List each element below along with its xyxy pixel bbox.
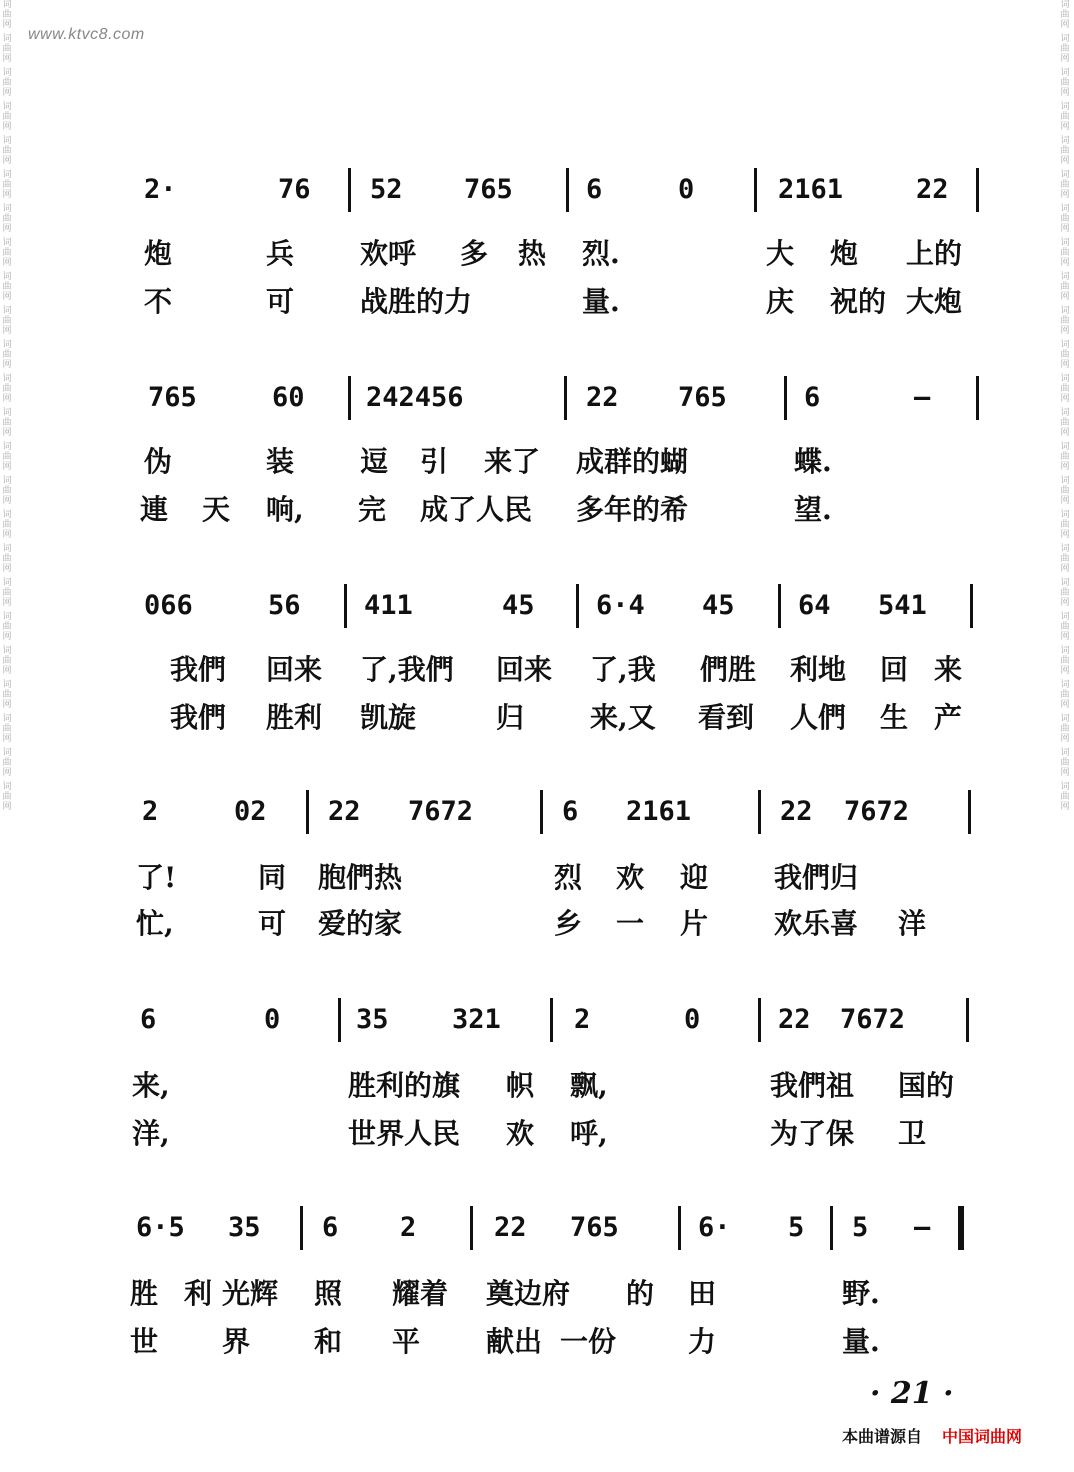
lyric: 上的 bbox=[906, 237, 963, 270]
note-group: 6 bbox=[322, 1212, 339, 1243]
note-group: 2 bbox=[142, 796, 159, 827]
barline bbox=[754, 168, 757, 212]
side-watermark-text: 词曲网 bbox=[2, 680, 12, 710]
lyric: 炮 bbox=[144, 237, 173, 270]
side-watermark-text: 词曲网 bbox=[2, 714, 12, 744]
barline bbox=[338, 998, 341, 1042]
side-watermark-text: 词曲网 bbox=[2, 170, 12, 200]
lyric: 来了 bbox=[484, 445, 541, 478]
lyric: 光辉 bbox=[222, 1277, 279, 1310]
lyric: 成了人民 bbox=[420, 493, 533, 526]
lyric: 世界人民 bbox=[348, 1117, 461, 1150]
side-watermark-text: 词曲网 bbox=[2, 510, 12, 540]
note-group: 5 bbox=[788, 1212, 805, 1243]
score-line-1 bbox=[130, 168, 990, 214]
lyric: 田 bbox=[688, 1277, 717, 1310]
note-group: 22 bbox=[586, 382, 619, 413]
note-group: 6 bbox=[804, 382, 821, 413]
lyric: 飘, bbox=[570, 1069, 608, 1102]
note-group: 76 bbox=[278, 174, 311, 205]
side-watermark-text: 词曲网 bbox=[1060, 136, 1070, 166]
note-group: 56 bbox=[268, 590, 301, 621]
note-group: 066 bbox=[144, 590, 193, 621]
barline bbox=[540, 790, 543, 834]
note-group: 541 bbox=[878, 590, 927, 621]
lyric: 帜 bbox=[506, 1069, 535, 1102]
note-group: 0 bbox=[264, 1004, 281, 1035]
lyric: 兵 bbox=[266, 237, 295, 270]
note-group: 2 bbox=[574, 1004, 591, 1035]
side-watermark-text: 词曲网 bbox=[1060, 748, 1070, 778]
lyric: 欢 bbox=[616, 861, 645, 894]
lyric: 界 bbox=[222, 1325, 251, 1358]
note-group: 22 bbox=[780, 796, 813, 827]
lyric: 卫 bbox=[898, 1117, 927, 1150]
note-group: 2· bbox=[144, 174, 177, 205]
side-watermark-text: 词曲网 bbox=[1060, 680, 1070, 710]
side-watermark-text: 词曲网 bbox=[2, 578, 12, 608]
lyric-line-4a bbox=[130, 856, 990, 896]
barline bbox=[678, 1206, 681, 1250]
lyric: 了,我們 bbox=[360, 653, 454, 686]
note-group: 5 bbox=[852, 1212, 869, 1243]
barline bbox=[300, 1206, 303, 1250]
lyric-line-6b bbox=[130, 1320, 990, 1360]
barline bbox=[968, 790, 971, 834]
lyric-line-3b bbox=[130, 696, 990, 736]
lyric: 国的 bbox=[898, 1069, 955, 1102]
barline bbox=[550, 998, 553, 1042]
side-watermark-text: 词曲网 bbox=[1060, 238, 1070, 268]
note-group: 2161 bbox=[626, 796, 692, 827]
final-barline bbox=[958, 1206, 964, 1250]
lyric: 連 bbox=[140, 493, 169, 526]
note-group: – bbox=[914, 1212, 931, 1243]
side-watermark-text: 词曲网 bbox=[2, 442, 12, 472]
lyric: 我們归 bbox=[774, 861, 859, 894]
lyric: 回 bbox=[880, 653, 909, 686]
lyric: 生 bbox=[880, 701, 909, 734]
lyric-line-5a bbox=[130, 1064, 990, 1104]
watermark-text: www.ktvc8.com bbox=[28, 26, 145, 43]
lyric: 热 bbox=[518, 237, 547, 270]
side-watermark-text: 词曲网 bbox=[1060, 782, 1070, 812]
lyric: 多年的希 bbox=[576, 493, 689, 526]
lyric: 迎 bbox=[680, 861, 709, 894]
lyric: 奠边府 bbox=[486, 1277, 571, 1310]
lyric-line-5b bbox=[130, 1112, 990, 1152]
side-watermark-text: 词曲网 bbox=[1060, 714, 1070, 744]
side-watermark-text: 词曲网 bbox=[1060, 340, 1070, 370]
lyric-line-1a bbox=[130, 232, 990, 272]
note-group: 35 bbox=[228, 1212, 261, 1243]
lyric: 逗 bbox=[360, 445, 389, 478]
lyric: 蝶. bbox=[794, 445, 832, 478]
side-watermark-text: 词曲网 bbox=[2, 272, 12, 302]
lyric: 了! bbox=[136, 861, 177, 894]
lyric: 人們 bbox=[790, 701, 847, 734]
source-credit bbox=[842, 1424, 1022, 1447]
note-group: 7672 bbox=[840, 1004, 906, 1035]
lyric: 爱的家 bbox=[318, 907, 403, 940]
lyric: 洋 bbox=[898, 907, 927, 940]
lyric: 来, bbox=[132, 1069, 170, 1102]
lyric: 烈 bbox=[554, 861, 583, 894]
side-watermark-text: 词曲网 bbox=[2, 646, 12, 676]
note-group: 7672 bbox=[408, 796, 474, 827]
side-watermark-text: 词曲网 bbox=[1060, 34, 1070, 64]
lyric: 大 bbox=[766, 237, 795, 270]
lyric: 胜利 bbox=[266, 701, 323, 734]
side-watermark-text: 词曲网 bbox=[1060, 374, 1070, 404]
lyric: 欢呼 bbox=[360, 237, 417, 270]
barline bbox=[976, 168, 979, 212]
lyric: 同 bbox=[258, 861, 287, 894]
note-group: 411 bbox=[364, 590, 413, 621]
side-watermark-text: 词曲网 bbox=[2, 612, 12, 642]
source-prefix: 本曲谱源自 bbox=[842, 1429, 923, 1446]
lyric: 量. bbox=[582, 285, 620, 318]
note-group: 45 bbox=[702, 590, 735, 621]
lyric: 平 bbox=[392, 1325, 421, 1358]
note-group: 60 bbox=[272, 382, 305, 413]
right-side-watermark bbox=[1058, 0, 1072, 1472]
lyric: 耀着 bbox=[392, 1277, 449, 1310]
note-group: 765 bbox=[570, 1212, 619, 1243]
side-watermark-text: 词曲网 bbox=[2, 782, 12, 812]
lyric: 可 bbox=[258, 907, 287, 940]
side-watermark-text: 词曲网 bbox=[1060, 612, 1070, 642]
lyric: 回来 bbox=[496, 653, 553, 686]
lyric: 我們祖 bbox=[770, 1069, 855, 1102]
barline bbox=[830, 1206, 833, 1250]
barline bbox=[566, 168, 569, 212]
barline bbox=[970, 584, 973, 628]
lyric-line-4b bbox=[130, 902, 990, 942]
lyric: 献出 bbox=[486, 1325, 543, 1358]
side-watermark-text: 词曲网 bbox=[2, 748, 12, 778]
page-number: · 21 · bbox=[870, 1376, 954, 1411]
side-watermark-text: 词曲网 bbox=[1060, 510, 1070, 540]
lyric: 世 bbox=[130, 1325, 159, 1358]
score-line-5 bbox=[130, 998, 990, 1044]
note-group: 6 bbox=[562, 796, 579, 827]
lyric: 欢乐喜 bbox=[774, 907, 859, 940]
source-site-link[interactable]: 中国词曲网 bbox=[942, 1429, 1023, 1446]
score-line-3 bbox=[130, 584, 990, 630]
note-group: 765 bbox=[148, 382, 197, 413]
side-watermark-text: 词曲网 bbox=[2, 238, 12, 268]
score-line-6 bbox=[130, 1206, 990, 1252]
lyric-line-6a bbox=[130, 1272, 990, 1312]
note-group: 0 bbox=[678, 174, 695, 205]
note-group: 2 bbox=[400, 1212, 417, 1243]
side-watermark-text: 词曲网 bbox=[1060, 68, 1070, 98]
left-side-watermark bbox=[0, 0, 14, 1472]
note-group: 6·5 bbox=[136, 1212, 185, 1243]
score-line-2 bbox=[130, 376, 990, 422]
lyric: 回来 bbox=[266, 653, 323, 686]
lyric: 望. bbox=[794, 493, 832, 526]
note-group: 6· bbox=[698, 1212, 731, 1243]
side-watermark-text: 词曲网 bbox=[1060, 578, 1070, 608]
lyric: 們胜 bbox=[700, 653, 757, 686]
lyric: 大炮 bbox=[906, 285, 963, 318]
lyric: 不 bbox=[144, 285, 173, 318]
lyric: 装 bbox=[266, 445, 295, 478]
barline bbox=[344, 584, 347, 628]
lyric: 胜利的旗 bbox=[348, 1069, 461, 1102]
side-watermark-text: 词曲网 bbox=[2, 544, 12, 574]
note-group: 45 bbox=[502, 590, 535, 621]
lyric: 胞們热 bbox=[318, 861, 403, 894]
lyric: 来 bbox=[934, 653, 963, 686]
note-group: 0 bbox=[684, 1004, 701, 1035]
lyric: 一 bbox=[616, 907, 645, 940]
lyric: 为了保 bbox=[770, 1117, 855, 1150]
side-watermark-text: 词曲网 bbox=[1060, 306, 1070, 336]
note-group: 765 bbox=[678, 382, 727, 413]
side-watermark-text: 词曲网 bbox=[2, 476, 12, 506]
lyric: 看到 bbox=[698, 701, 755, 734]
lyric: 片 bbox=[680, 907, 709, 940]
side-watermark-text: 词曲网 bbox=[1060, 408, 1070, 438]
lyric: 成群的蝴 bbox=[576, 445, 689, 478]
note-group: 765 bbox=[464, 174, 513, 205]
lyric: 一份 bbox=[560, 1325, 617, 1358]
barline bbox=[778, 584, 781, 628]
barline bbox=[470, 1206, 473, 1250]
side-watermark-text: 词曲网 bbox=[2, 136, 12, 166]
lyric: 炮 bbox=[830, 237, 859, 270]
side-watermark-text: 词曲网 bbox=[2, 68, 12, 98]
lyric: 可 bbox=[266, 285, 295, 318]
lyric: 天 bbox=[202, 493, 231, 526]
lyric: 产 bbox=[934, 701, 963, 734]
side-watermark-text: 词曲网 bbox=[1060, 476, 1070, 506]
side-watermark-text: 词曲网 bbox=[1060, 102, 1070, 132]
lyric: 量. bbox=[842, 1325, 880, 1358]
lyric: 来,又 bbox=[590, 701, 656, 734]
note-group: 64 bbox=[798, 590, 831, 621]
lyric: 照 bbox=[314, 1277, 343, 1310]
note-group: 02 bbox=[234, 796, 267, 827]
barline bbox=[576, 584, 579, 628]
side-watermark-text: 词曲网 bbox=[2, 374, 12, 404]
lyric: 洋, bbox=[132, 1117, 170, 1150]
side-watermark-text: 词曲网 bbox=[2, 306, 12, 336]
lyric: 引 bbox=[420, 445, 449, 478]
side-watermark-text: 词曲网 bbox=[2, 408, 12, 438]
lyric: 归 bbox=[496, 701, 525, 734]
lyric: 欢 bbox=[506, 1117, 535, 1150]
barline bbox=[348, 376, 351, 420]
lyric: 和 bbox=[314, 1325, 343, 1358]
barline bbox=[564, 376, 567, 420]
lyric: 战胜的力 bbox=[360, 285, 473, 318]
barline bbox=[784, 376, 787, 420]
lyric: 祝的 bbox=[830, 285, 887, 318]
barline bbox=[758, 790, 761, 834]
barline bbox=[758, 998, 761, 1042]
note-group: 22 bbox=[916, 174, 949, 205]
side-watermark-text: 词曲网 bbox=[1060, 544, 1070, 574]
lyric: 庆 bbox=[766, 285, 795, 318]
lyric: 胜 bbox=[130, 1277, 159, 1310]
lyric: 我們 bbox=[170, 653, 227, 686]
note-group: 35 bbox=[356, 1004, 389, 1035]
lyric: 多 bbox=[460, 237, 489, 270]
side-watermark-text: 词曲网 bbox=[2, 102, 12, 132]
lyric: 呼, bbox=[570, 1117, 608, 1150]
lyric: 利 bbox=[184, 1277, 213, 1310]
barline bbox=[348, 168, 351, 212]
note-group: 6 bbox=[586, 174, 603, 205]
lyric: 我們 bbox=[170, 701, 227, 734]
lyric-line-2b bbox=[130, 488, 990, 528]
score-line-4 bbox=[130, 790, 990, 836]
lyric-line-2a bbox=[130, 440, 990, 480]
note-group: 22 bbox=[778, 1004, 811, 1035]
note-group: – bbox=[914, 382, 931, 413]
lyric: 乡 bbox=[554, 907, 583, 940]
side-watermark-text: 词曲网 bbox=[1060, 0, 1070, 30]
side-watermark-text: 词曲网 bbox=[1060, 272, 1070, 302]
barline bbox=[306, 790, 309, 834]
lyric: 忙, bbox=[136, 907, 174, 940]
note-group: 52 bbox=[370, 174, 403, 205]
note-group: 2161 bbox=[778, 174, 844, 205]
lyric: 了,我 bbox=[590, 653, 656, 686]
lyric: 完 bbox=[358, 493, 387, 526]
lyric: 野. bbox=[842, 1277, 880, 1310]
side-watermark-text: 词曲网 bbox=[1060, 646, 1070, 676]
barline bbox=[976, 376, 979, 420]
lyric: 凯旋 bbox=[360, 701, 417, 734]
barline bbox=[966, 998, 969, 1042]
note-group: 6 bbox=[140, 1004, 157, 1035]
note-group: 22 bbox=[328, 796, 361, 827]
note-group: 22 bbox=[494, 1212, 527, 1243]
note-group: 321 bbox=[452, 1004, 501, 1035]
lyric: 响, bbox=[266, 493, 304, 526]
lyric-line-3a bbox=[130, 648, 990, 688]
side-watermark-text: 词曲网 bbox=[1060, 170, 1070, 200]
side-watermark-text: 词曲网 bbox=[1060, 442, 1070, 472]
lyric: 的 bbox=[626, 1277, 655, 1310]
side-watermark-text: 词曲网 bbox=[2, 204, 12, 234]
lyric: 烈. bbox=[582, 237, 620, 270]
note-group: 6·4 bbox=[596, 590, 645, 621]
lyric: 力 bbox=[688, 1325, 717, 1358]
lyric-line-1b bbox=[130, 280, 990, 320]
lyric: 利地 bbox=[790, 653, 847, 686]
lyric: 伪 bbox=[144, 445, 173, 478]
side-watermark-text: 词曲网 bbox=[1060, 204, 1070, 234]
note-group: 242456 bbox=[366, 382, 464, 413]
side-watermark-text: 词曲网 bbox=[2, 34, 12, 64]
side-watermark-text: 词曲网 bbox=[2, 340, 12, 370]
side-watermark-text: 词曲网 bbox=[2, 0, 12, 30]
note-group: 7672 bbox=[844, 796, 910, 827]
